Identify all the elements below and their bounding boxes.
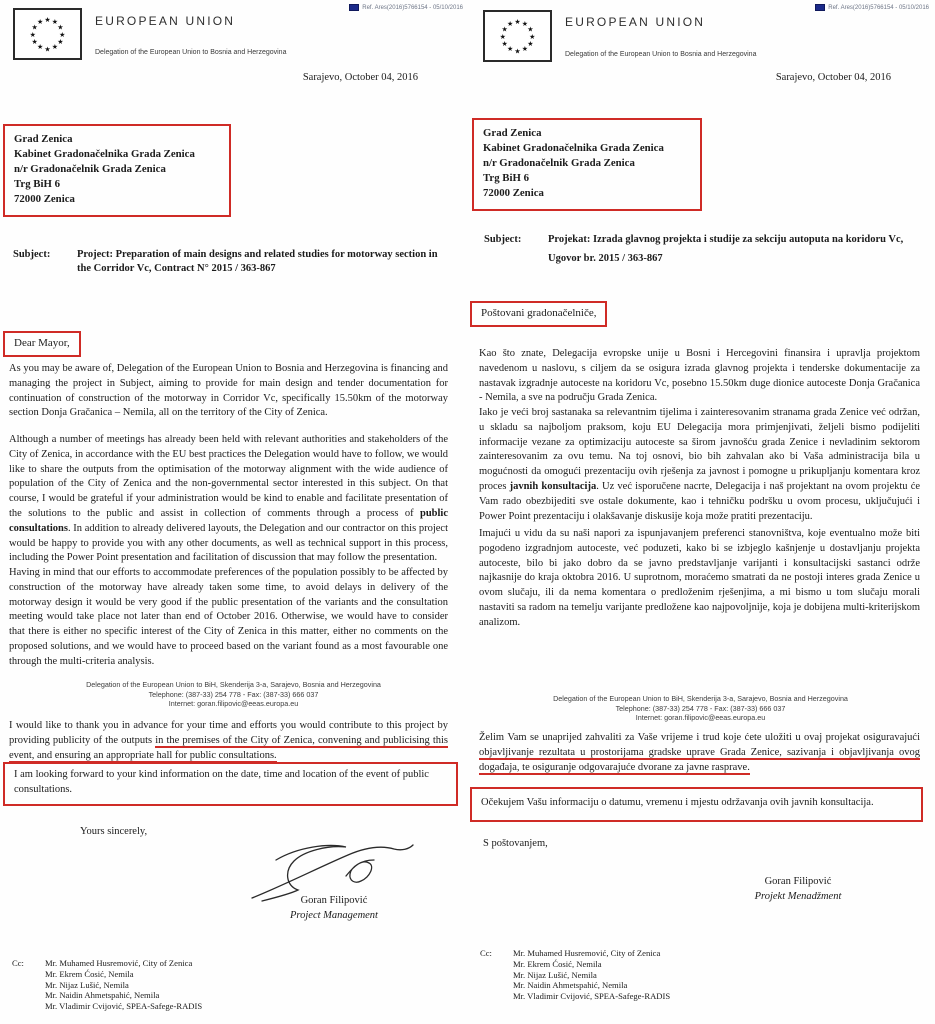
- svg-text:★: ★: [507, 20, 514, 28]
- footer-line: Delegation of the European Union to BiH, Skenderija 3-a, Sarajevo, Bosnia and Herzegovina: [86, 680, 381, 689]
- svg-text:★: ★: [29, 31, 36, 39]
- signer-title: Projekt Menadžment: [754, 891, 842, 902]
- svg-text:★: ★: [521, 20, 528, 28]
- ref-text: Ref. Ares(2016)5766154 - 05/10/2016: [362, 4, 463, 11]
- subject-text: Project: Preparation of main designs and related studies for motorway section in the Corridor Vc, Contract N° 2015 / 363-867: [77, 249, 438, 274]
- paragraph-2: [479, 406, 920, 524]
- eu-stars-icon: [15, 10, 80, 58]
- subject-line-1: Projekat: Izrada glavnog projekta i studije za sekciju autoputa na koridoru Vc,: [548, 234, 904, 245]
- cc-name: Mr. Muhamed Husremović, City of Zenica: [513, 948, 661, 958]
- address-line: Trg BiH 6: [14, 178, 60, 190]
- cc-names: [45, 958, 202, 1012]
- subject-line-2: Ugovor br. 2015 / 363-867: [548, 253, 663, 264]
- paragraph-2-text: Iako je veći broj sastanaka sa relevantnim tijelima i zainteresovanim stranama grada Zenice već održan, u skladu sa najboljom praksom, koju EU Delegacija mora primjenjivati, željeli bismo podijeliti informacije vezane za optimizaciju autoceste sa širom javnošću grada Zenice i nevladinim sektorom zainteresovanim za ovu temu. Na toj osnovi, bio bih zahvalan ako bi Vaša administracija bila u mogućnosti da omogući prezentaciju ovih rješenja za javnost i pomogne u prikupljanju komentara kroz proces: [479, 407, 920, 492]
- delegation-line: Delegation of the European Union to Bosnia and Herzegovina: [565, 51, 757, 58]
- footer-line: Telephone: (387-33) 254 778 - Fax: (387-33) 666 037: [148, 689, 319, 699]
- address-line: Grad Zenica: [14, 133, 73, 145]
- eu-flag-mini-icon: [815, 4, 825, 11]
- red-underlined-text: in the premises of the City of Zenica, convening and publicising this event, and ensuring an appropriate hall for public consultations.: [9, 734, 448, 761]
- subject-label: Subject:: [13, 249, 51, 260]
- cc-name: Mr. Muhamed Husremović, City of Zenica: [45, 958, 193, 968]
- paragraph-2-text: . In addition to already delivered layouts, the Delegation and our contractor on this project would be happy to provide you with any other documents, as well as technical support in this process, including the Power Point presentation and facilitation of discussion that may follow the presentation.: [9, 522, 448, 564]
- boxed-paragraph: I am looking forward to your kind information on the date, time and location of the event of public consultations.: [3, 762, 458, 806]
- eu-flag-mini-icon: [349, 4, 359, 11]
- svg-text:★: ★: [521, 46, 528, 54]
- signer-title: Project Management: [290, 910, 378, 921]
- paragraph-1: As you may be aware of, Delegation of the European Union to Bosnia and Herzegovina is financing and managing the project in Subject, aiming to provide for main design and tender documentation for continuation of construction of the motorway in Corridor Vc, specifically 15.50km of the motorway section Donja Gračanica – Nemila, all on the territory of the City of Zenica.: [9, 363, 448, 419]
- ref-line: [349, 4, 463, 11]
- footer-line: Telephone: (387-33) 254 778 - Fax: (387-33) 666 037: [615, 703, 786, 713]
- svg-text:★: ★: [31, 24, 38, 32]
- dateline: Sarajevo, October 04, 2016: [302, 72, 418, 83]
- cc-name: Mr. Nijaz Lušić, Nemila: [45, 979, 129, 990]
- eu-flag-logo: [13, 8, 82, 60]
- address-line: n/r Gradonačelnik Grada Zenica: [483, 157, 635, 169]
- page-footer: [0, 680, 467, 709]
- cc-block: [12, 958, 202, 1012]
- eu-flag-logo: [483, 10, 552, 62]
- svg-text:★: ★: [51, 18, 58, 26]
- cc-name: Mr. Ekrem Ćosić, Nemila: [45, 968, 134, 979]
- svg-text:★: ★: [37, 18, 44, 26]
- boxed-paragraph: Očekujem Vašu informaciju o datumu, vremenu i mjestu održavanja ovih javnih konsultacija.: [470, 787, 923, 822]
- address-line: n/r Gradonačelnik Grada Zenica: [14, 163, 166, 175]
- paragraph-2: [9, 433, 448, 566]
- cc-label: Cc:: [12, 958, 24, 968]
- svg-text:★: ★: [57, 39, 64, 47]
- paragraph-4-text: I would like to thank you in advance for your time and efforts you would contribute to this project by providing publicity of the outputs: [9, 720, 448, 746]
- org-name: EUROPEAN UNION: [565, 15, 706, 29]
- svg-text:★: ★: [501, 26, 508, 34]
- svg-text:★: ★: [514, 19, 521, 26]
- letter-bosnian: [467, 0, 934, 1024]
- salutation: Dear Mayor,: [3, 331, 81, 357]
- svg-text:★: ★: [529, 33, 536, 41]
- org-name: EUROPEAN UNION: [95, 14, 236, 28]
- address-line: Kabinet Gradonačelnika Grada Zenica: [483, 142, 664, 154]
- address-line: Kabinet Gradonačelnika Grada Zenica: [14, 148, 195, 160]
- signer-name: Goran Filipović: [764, 876, 832, 887]
- paragraph-2-bold: javnih konsultacija: [509, 480, 597, 492]
- svg-text:★: ★: [31, 39, 38, 47]
- closing: S poštovanjem,: [483, 838, 548, 849]
- closing: Yours sincerely,: [80, 826, 148, 837]
- subject-block: [13, 248, 448, 276]
- paragraph-2-text: . Uz već isporučene nacrte, Delegacija i naš projektant na ovom projektu će Vam rado obezbijediti sve ostale dokumente, kao i tehničku podršku u ovom procesu, uključujući i Power Point prezentaciju i olakšavanje diskusije koja može pratiti prezentaciju.: [479, 480, 921, 522]
- letter-english: [0, 0, 467, 1024]
- cc-name: Mr. Vladimir Cvijović, SPEA-Safege-RADIS: [45, 1001, 203, 1012]
- delegation-line: Delegation of the European Union to Bosnia and Herzegovina: [95, 49, 287, 56]
- signer-name: Goran Filipović: [300, 895, 368, 906]
- footer-line: Internet: goran.filipovic@eeas.europa.eu: [168, 699, 299, 709]
- red-underlined-text: objavljivanje rezultata u prostorijama gradske uprave Grada Zenice, sazivanja i objavljivanja ovog događaja, te osiguranje odgovarajuće dvorane za javne rasprave.: [479, 746, 920, 773]
- signer-block: [719, 874, 877, 904]
- cc-name: Mr. Naidin Ahmetspahić, Nemila: [45, 990, 160, 1001]
- cc-block: [480, 948, 670, 1002]
- page-footer: [467, 694, 934, 723]
- paragraph-1: Kao što znate, Delegacija evropske unije u Bosni i Hercegovini finansira i upravlja projektom navedenom u naslovu, s ciljem da se osigura izrada glavnog projekta i tenderske dokumentacije za nastavak izgradnje autoceste na koridoru Vc, posebno 15.50km duge dionice autoceste Donja Gračanica - Nemila, a sve na području Grada Zenica.: [479, 348, 920, 404]
- salutation: Poštovani gradonačelniče,: [470, 301, 607, 327]
- footer-line: Delegation of the European Union to BiH, Skenderija 3-a, Sarajevo, Bosnia and Herzegovina: [553, 694, 848, 703]
- svg-text:★: ★: [507, 46, 514, 54]
- svg-text:★: ★: [44, 17, 51, 24]
- svg-text:★: ★: [527, 26, 534, 34]
- address-line: Grad Zenica: [483, 127, 542, 139]
- subject-text: [548, 233, 903, 266]
- svg-text:★: ★: [37, 44, 44, 52]
- paragraph-4: [479, 731, 920, 775]
- cc-label: Cc:: [480, 948, 492, 958]
- paragraph-4: [9, 719, 448, 763]
- signer-block: [258, 893, 410, 923]
- dateline: Sarajevo, October 04, 2016: [775, 72, 891, 83]
- subject-label: Subject:: [484, 234, 522, 245]
- paragraph-3: Having in mind that our efforts to accommodate preferences of the population possibly to be affected by construction of the motorway have already taken some time, to avoid delays in delivery of the motorway design it would be very good if the public presentation of the variants and the consultation meeting would take place not later than end of October 2016. Otherwise, we would have to consider that there is either no specific interest of the City of Zenica in this matter, either no comments on the proposed solutions, and we would have to proceed based on the variant found as a most favourable one through the multi-criteria analysis.: [9, 567, 448, 667]
- svg-text:★: ★: [57, 24, 64, 32]
- paragraph-2-text: Although a number of meetings has already been held with relevant authorities and stakeholders of the City of Zenica, in accordance with the EU best practices the Delegation would have to follow, we would like to share the outputs from the optimisation of the motorway alignment with the wide audience of population of the City of Zenica and the non-governmental sector interested in this subject. On that course, I would be grateful if your administration would be kind to enable and facilitate presentation of the solutions to the public and assist in collection of comments through a process of: [9, 434, 448, 519]
- svg-text:★: ★: [59, 31, 66, 39]
- ref-line: [815, 4, 929, 11]
- paragraph-3: Imajući u vidu da su naši napori za ispunjavanjem preferenci stanovništva, koje eventualno može biti pogodeno izgradnjom autoceste, već poduzeti, kako bi se izbjeglo kašnjenje u dostavljanju projekta autoceste, bilo bi jako dobro da se javno predstavljanje varijanti i konsultacijski sastanci održe najkasnije do kraja oktobra 2016. U suprotnom, moraćemo smatrati da ne postoji interes grada Zenice u ovom slučaju, ili da nema komentara o predloženim rješenjima, a mi bismo u tom slučaju morali nastaviti sa radom na temelju varijante predložene kao najpovoljnije, koja je dobijena multi-kriterijskom analizom.: [479, 528, 920, 628]
- cc-names: [513, 948, 670, 1002]
- subject-block: [484, 233, 916, 266]
- svg-text:★: ★: [499, 33, 506, 41]
- cc-name: Mr. Naidin Ahmetspahić, Nemila: [513, 980, 628, 991]
- recipient-address: [472, 118, 702, 211]
- recipient-address: [3, 124, 231, 217]
- cc-name: Mr. Nijaz Lušić, Nemila: [513, 969, 597, 980]
- address-line: 72000 Zenica: [14, 193, 75, 205]
- svg-text:★: ★: [527, 41, 534, 49]
- cc-name: Mr. Vladimir Cvijović, SPEA-Safege-RADIS: [513, 991, 671, 1002]
- cc-name: Mr. Ekrem Ćosić, Nemila: [513, 958, 602, 969]
- paragraph-2-bold: public consultations: [9, 507, 448, 534]
- ref-text: Ref. Ares(2016)5766154 - 05/10/2016: [828, 4, 929, 11]
- address-line: Trg BiH 6: [483, 172, 529, 184]
- footer-line: Internet: goran.filipovic@eeas.europa.eu: [635, 713, 766, 723]
- eu-stars-icon: [485, 12, 550, 60]
- svg-text:★: ★: [501, 41, 508, 49]
- address-line: 72000 Zenica: [483, 187, 544, 199]
- svg-text:★: ★: [44, 46, 51, 54]
- svg-text:★: ★: [51, 44, 58, 52]
- paragraph-4-text: Želim Vam se unaprijed zahvaliti za Vaše vrijeme i trud koje ćete uložiti u ovaj projekat osiguravajući: [479, 732, 920, 743]
- svg-text:★: ★: [514, 48, 521, 56]
